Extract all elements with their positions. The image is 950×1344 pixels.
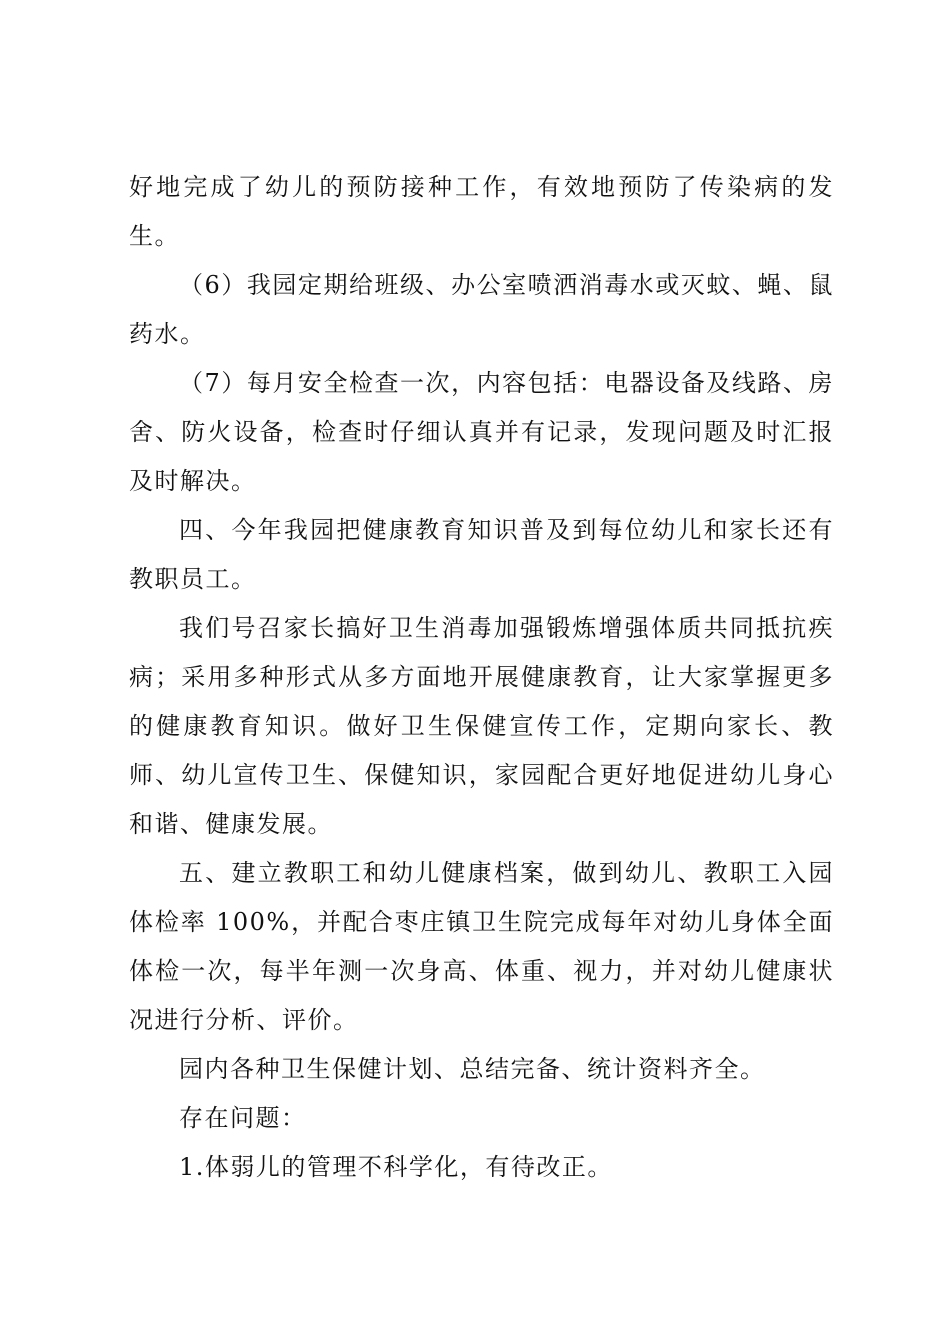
paragraph-1: 好地完成了幼儿的预防接种工作，有效地预防了传染病的发生。 xyxy=(129,173,834,250)
document-body xyxy=(129,163,834,1192)
paragraph-3: （7）每月安全检查一次，内容包括：电器设备及线路、房舍、防火设备，检查时仔细认真并有记录，发现问题及时汇报及时解决。 xyxy=(129,369,834,495)
paragraph-9: 1.体弱儿的管理不科学化，有待改正。 xyxy=(179,1153,613,1181)
paragraph-2: （6）我园定期给班级、办公室喷洒消毒水或灭蚊、蝇、鼠药水。 xyxy=(129,271,834,348)
paragraph-7: 园内各种卫生保健计划、总结完备、统计资料齐全。 xyxy=(179,1055,766,1083)
paragraph-5: 我们号召家长搞好卫生消毒加强锻炼增强体质共同抵抗疾病；采用多种形式从多方面地开展健康教育，让大家掌握更多的健康教育知识。做好卫生保健宣传工作，定期向家长、教师、幼儿宣传卫生、保健知识，家园配合更好地促进幼儿身心和谐、健康发展。 xyxy=(129,614,834,838)
paragraph-4: 四、今年我园把健康教育知识普及到每位幼儿和家长还有教职员工。 xyxy=(129,516,834,593)
paragraph-6: 五、建立教职工和幼儿健康档案，做到幼儿、教职工入园体检率 100%，并配合枣庄镇卫生院完成每年对幼儿身体全面体检一次，每半年测一次身高、体重、视力，并对幼儿健康状况进行分析、评价。 xyxy=(129,859,834,1034)
paragraph-8: 存在问题： xyxy=(179,1104,307,1132)
